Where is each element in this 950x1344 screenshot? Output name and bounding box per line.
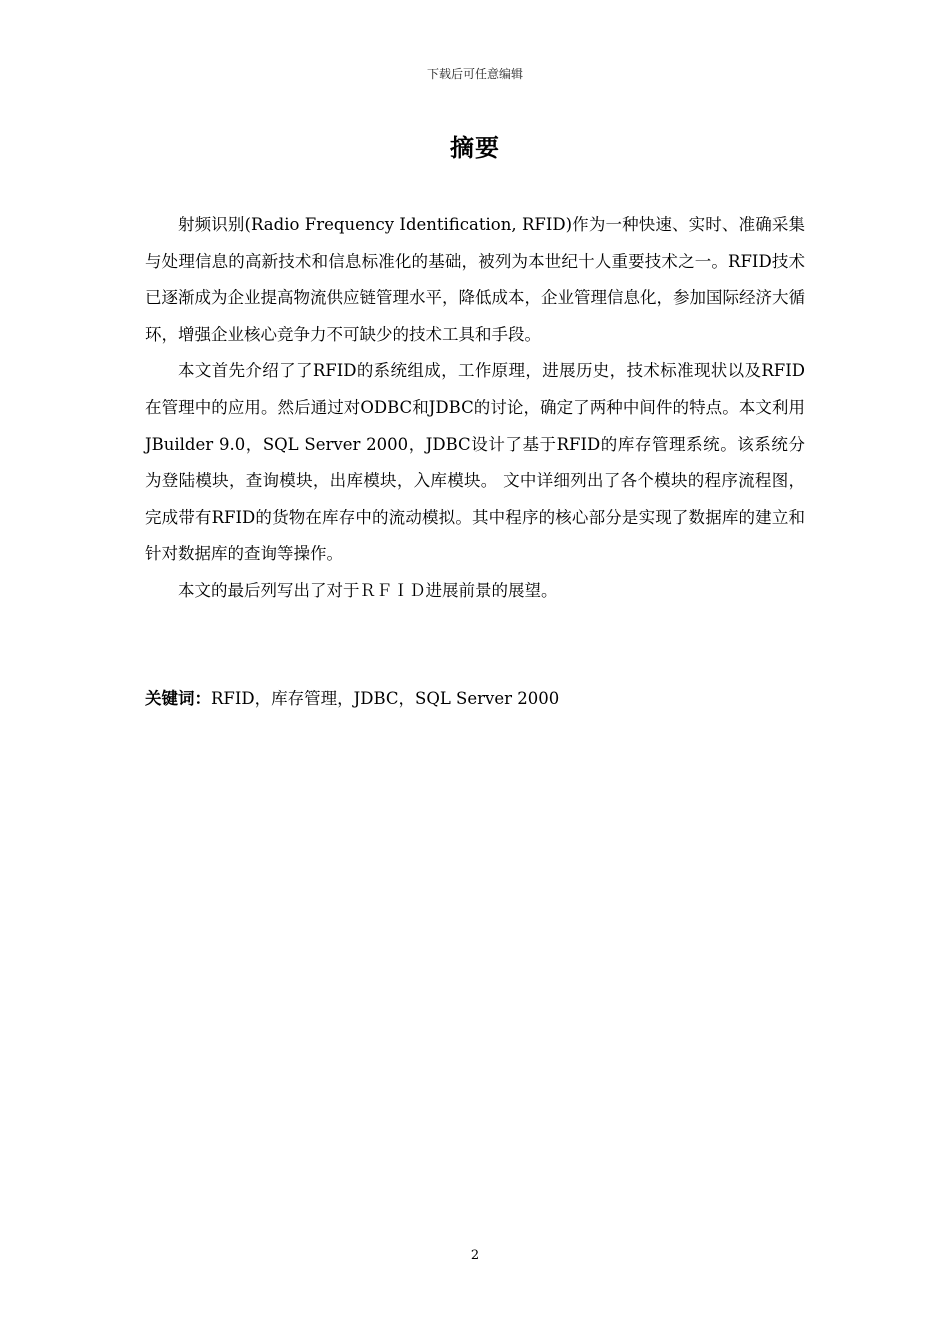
keywords-label: 关键词： (145, 689, 211, 708)
abstract-paragraph-1: 射频识别(Radio Frequency Identification, RFID)作为一种快速、实时、准确采集与处理信息的高新技术和信息标准化的基础，被列为本世纪十人重要技术之一。RFID技术已逐渐成为企业提高物流供应链管理水平，降低成本，企业管理信息化，参加国际经济大循环，增强企业核心竞争力不可缺少的技术工具和手段。 (145, 215, 805, 344)
abstract-paragraph-2: 本文首先介绍了了RFID的系统组成，工作原理，进展历史，技术标准现状以及RFID在管理中的应用。然后通过对ODBC和JDBC的讨论，确定了两种中间件的特点。本文利用JBuilder 9.0，SQL Server 2000，JDBC设计了基于RFID的库存管理系统。该系统分为登陆模块，查询模块，出库模块，入库模块。 文中详细列出了各个模块的程序流程图，完成带有RFID的货物在库存中的流动模拟。其中程序的核心部分是实现了数据库的建立和针对数据库的查询等操作。 (145, 361, 805, 564)
abstract-body (145, 207, 805, 610)
page-title: 摘要 (450, 133, 500, 162)
header-note: 下载后可任意编辑 (426, 67, 523, 81)
keywords-line (145, 684, 805, 714)
abstract-paragraph-3: 本文的最后列写出了对于ＲＦＩＤ进展前景的展望。 (178, 580, 558, 600)
keywords-value: RFID，库存管理，JDBC，SQL Server 2000 (211, 689, 560, 708)
page-number: 2 (470, 1248, 480, 1263)
